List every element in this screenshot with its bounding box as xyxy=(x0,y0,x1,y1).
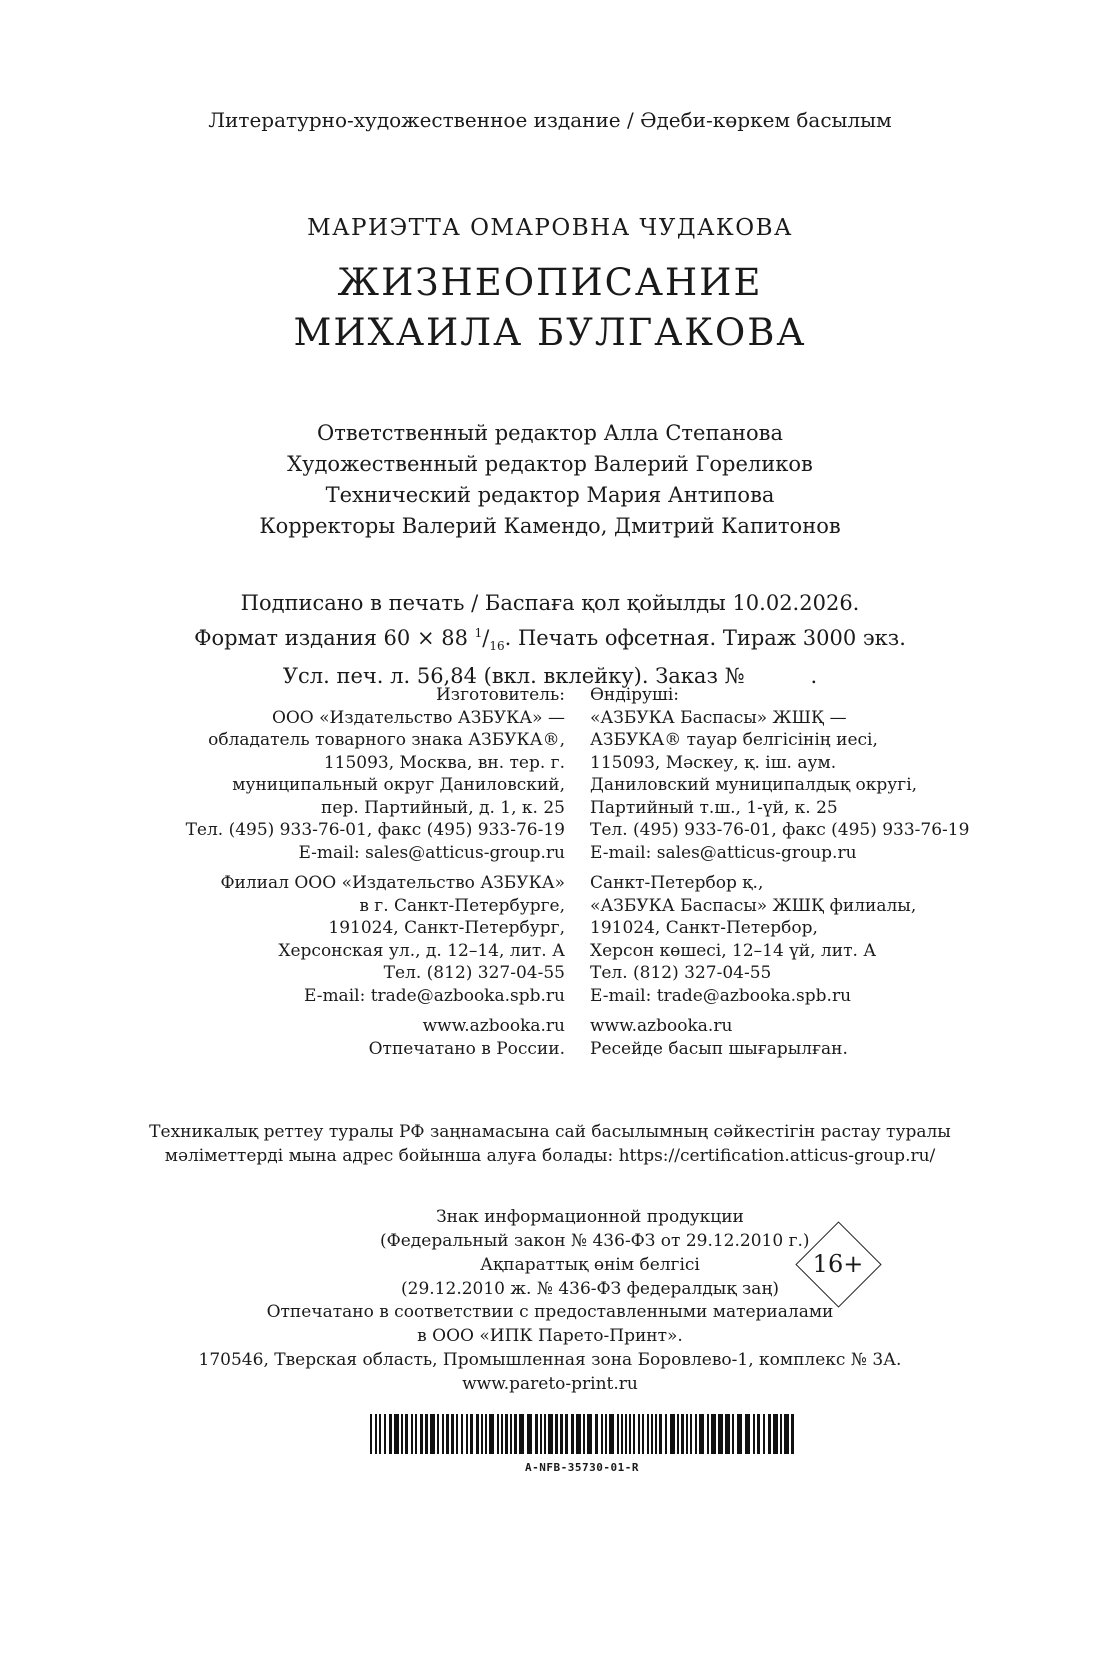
barcode-bar xyxy=(617,1414,619,1454)
format-text: Формат издания 60 × 88 xyxy=(194,626,475,650)
tech-regulation-line: Техникалық реттеу туралы РФ заңнамасына сай басылымның сәйкестігін растау туралы xyxy=(149,1122,951,1142)
info-product-sign xyxy=(380,1205,810,1301)
barcode-bar xyxy=(780,1414,782,1454)
manufacturer-ru-line: ООО «Издательство АЗБУКА» — xyxy=(271,707,565,728)
manufacturer-ru-line: Тел. (495) 933-76-01, факс (495) 933-76-19 xyxy=(185,820,565,840)
printer-line: 170546, Тверская область, Промышленная зона Боровлево-1, комплекс № 3А. xyxy=(198,1350,902,1370)
barcode-bar xyxy=(699,1414,704,1454)
manufacturer-kz-main xyxy=(590,684,969,864)
barcode-bar xyxy=(544,1414,546,1454)
barcode-bar xyxy=(501,1414,503,1454)
barcode-bar xyxy=(481,1414,483,1454)
manufacturer-ru-line: Изготовитель: xyxy=(435,685,565,705)
printer-info xyxy=(0,1300,1100,1396)
printer-line: в ООО «ИПК Парето-Принт». xyxy=(417,1326,683,1346)
title-line-1: ЖИЗНЕОПИСАНИЕ xyxy=(337,261,763,304)
branch-ru-line: Филиал ООО «Издательство АЗБУКА» xyxy=(220,873,565,893)
barcode-bar xyxy=(514,1414,517,1454)
info-sign-line: (Федеральный закон № 436-ФЗ от 29.12.2010 г.) xyxy=(380,1231,810,1251)
editor-technical: Технический редактор Мария Антипова xyxy=(325,483,775,507)
age-rating-label: 16+ xyxy=(812,1250,864,1278)
manufacturer-ru xyxy=(186,684,565,1068)
branch-ru-line: E-mail: trade@azbooka.spb.ru xyxy=(303,985,565,1006)
manufacturer-ru-line: обладатель товарного знака АЗБУКА®, xyxy=(208,730,565,750)
website-ru: www.azbooka.ru xyxy=(422,1016,565,1036)
barcode-bar xyxy=(415,1414,417,1454)
barcode-bar xyxy=(571,1414,574,1454)
genre-line: Литературно-художественное издание / Әдеби-көркем басылым xyxy=(208,108,892,132)
barcode-bar xyxy=(665,1414,667,1454)
barcode-bar xyxy=(379,1414,381,1454)
barcode-bar xyxy=(690,1414,692,1454)
barcode-bar xyxy=(560,1414,563,1454)
barcode-bar xyxy=(527,1414,532,1454)
manufacturer-ru-line: пер. Партийный, д. 1, к. 25 xyxy=(321,797,565,818)
barcode-bar xyxy=(401,1414,403,1454)
branch-ru-line: Херсонская ул., д. 12–14, лит. А xyxy=(278,940,565,961)
barcode-bar xyxy=(485,1414,487,1454)
barcode-bar xyxy=(437,1414,439,1454)
manufacturer-ru-line: муниципальный округ Даниловский, xyxy=(232,775,565,795)
manufacturer-kz-line: 115093, Мәскеу, қ. іш. аум. xyxy=(590,752,837,773)
branch-ru-line: 191024, Санкт-Петербург, xyxy=(328,918,565,938)
tech-regulation-line: мәліметтерді мына адрес бойынша алуға болады: https://certification.atticus-group.ru/ xyxy=(164,1146,936,1166)
footer-kz xyxy=(590,1015,969,1060)
barcode-bar xyxy=(470,1414,473,1454)
branch-ru xyxy=(186,872,565,1007)
manufacturer-kz-line: Тел. (495) 933-76-01, факс (495) 933-76-19 xyxy=(590,820,970,840)
manufacturer-kz-line: Даниловский муниципалдық округі, xyxy=(590,775,918,795)
barcode-bar xyxy=(466,1414,468,1454)
barcode-bar xyxy=(389,1414,392,1454)
barcode-bar xyxy=(745,1414,750,1454)
barcode-bar xyxy=(784,1414,789,1454)
manufacturer-ru-main xyxy=(186,684,565,864)
manufacturer-kz xyxy=(590,684,969,1068)
format-line: Формат издания 60 × 88 $^1/_{16}$. Печать офсетная. Тираж 3000 экз. xyxy=(194,626,906,654)
barcode-bar xyxy=(476,1414,479,1454)
branch-kz-line: Санкт-Петербор қ., xyxy=(590,873,764,893)
barcode-bar xyxy=(609,1414,614,1454)
footer-ru xyxy=(186,1015,565,1060)
order-end: . xyxy=(810,664,818,689)
barcode-bar xyxy=(405,1414,408,1454)
manufacturer-ru-line: E-mail: sales@atticus-group.ru xyxy=(298,842,565,863)
editor-art: Художественный редактор Валерий Гореликов xyxy=(287,452,813,476)
barcode-bar xyxy=(555,1414,558,1454)
barcode-bar xyxy=(655,1414,657,1454)
barcode-bar xyxy=(605,1414,607,1454)
barcode-bar xyxy=(583,1414,585,1454)
barcode-bar xyxy=(718,1414,723,1454)
barcode-bar xyxy=(773,1414,778,1454)
barcode-bar xyxy=(791,1414,794,1454)
barcode-graphic xyxy=(368,1414,796,1454)
proofreaders: Корректоры Валерий Камендо, Дмитрий Капитонов xyxy=(259,514,841,538)
website-kz: www.azbooka.ru xyxy=(590,1016,733,1036)
barcode-bar xyxy=(651,1414,653,1454)
branch-kz-line: E-mail: trade@azbooka.spb.ru xyxy=(590,985,852,1006)
branch-kz-line: Херсон көшесі, 12–14 үй, лит. А xyxy=(590,940,877,961)
barcode-bar xyxy=(442,1414,444,1454)
barcode-bar xyxy=(489,1414,494,1454)
barcode-bar xyxy=(510,1414,512,1454)
barcode-bar xyxy=(446,1414,449,1454)
barcode-bar xyxy=(587,1414,592,1454)
barcode-bar xyxy=(430,1414,435,1454)
barcode-bar xyxy=(711,1414,716,1454)
barcode-bar xyxy=(633,1414,635,1454)
barcode-bar xyxy=(375,1414,377,1454)
branch-kz-line: 191024, Санкт-Петербор, xyxy=(590,918,818,938)
signed-to-print: Подписано в печать / Баспаға қол қойылды 10.02.2026. xyxy=(240,591,860,615)
barcode-bar xyxy=(461,1414,463,1454)
branch-kz-line: «АЗБУКА Баспасы» ЖШҚ филиалы, xyxy=(590,895,917,916)
barcode-bar xyxy=(601,1414,603,1454)
barcode-bar xyxy=(753,1414,755,1454)
printer-line: Отпечатано в соответствии с предоставленными материалами xyxy=(266,1302,834,1322)
barcode-bar xyxy=(621,1414,623,1454)
age-rating-badge xyxy=(796,1222,880,1306)
manufacturer-kz-line: Партийный т.ш., 1-үй, к. 25 xyxy=(590,797,838,818)
barcode-bar xyxy=(725,1414,730,1454)
printed-in-russia: Отпечатано в России. xyxy=(368,1038,565,1059)
barcode-bar xyxy=(737,1414,742,1454)
editors-block xyxy=(0,418,1100,542)
barcode-bar xyxy=(394,1414,399,1454)
printed-in-russia-kz: Ресейде басып шығарылған. xyxy=(590,1038,848,1059)
branch-kz-line: Тел. (812) 327-04-55 xyxy=(590,963,772,983)
barcode-bar xyxy=(629,1414,631,1454)
barcode-bar xyxy=(420,1414,423,1454)
barcode-bar xyxy=(757,1414,760,1454)
barcode-bar xyxy=(576,1414,581,1454)
format-print-run: . Печать офсетная. Тираж 3000 экз. xyxy=(504,626,906,650)
barcode-bar xyxy=(505,1414,508,1454)
barcode-bar xyxy=(625,1414,627,1454)
barcode-bar xyxy=(659,1414,662,1454)
barcode-bar xyxy=(548,1414,553,1454)
barcode-code: A-NFB-35730-01-R xyxy=(525,1461,639,1474)
barcode-bar xyxy=(565,1414,568,1454)
info-sign-line: Ақпараттық өнім белгісі xyxy=(480,1255,700,1275)
barcode-bar xyxy=(425,1414,428,1454)
manufacturer-kz-line: E-mail: sales@atticus-group.ru xyxy=(590,842,857,863)
barcode-bar xyxy=(686,1414,688,1454)
barcode-bar xyxy=(595,1414,598,1454)
branch-ru-line: в г. Санкт-Петербурге, xyxy=(359,895,565,916)
barcode-bar xyxy=(681,1414,684,1454)
book-title xyxy=(0,258,1100,358)
branch-ru-line: Тел. (812) 327-04-55 xyxy=(383,963,565,983)
editor-responsible: Ответственный редактор Алла Степанова xyxy=(317,421,783,445)
branch-kz xyxy=(590,872,969,1007)
barcode-bar xyxy=(384,1414,386,1454)
manufacturer-kz-line: Өндіруші: xyxy=(590,685,680,705)
barcode-bar xyxy=(695,1414,697,1454)
barcode-bar xyxy=(456,1414,458,1454)
barcode-bar xyxy=(642,1414,644,1454)
barcode-bar xyxy=(647,1414,649,1454)
barcode-bar xyxy=(535,1414,538,1454)
order-text: Усл. печ. л. 56,84 (вкл. вклейку). Заказ № xyxy=(282,664,745,689)
barcode-bar xyxy=(732,1414,734,1454)
barcode-bar xyxy=(638,1414,640,1454)
barcode-bar xyxy=(370,1414,372,1454)
manufacturer-kz-line: АЗБУКА® тауар белгісінің иесі, xyxy=(590,730,878,750)
fraction-numerator: 1 xyxy=(474,626,483,640)
info-sign-line: (29.12.2010 ж. № 436-ФЗ федералдық заң) xyxy=(401,1279,779,1299)
barcode-bar xyxy=(540,1414,542,1454)
barcode-bar xyxy=(451,1414,454,1454)
barcode-bar xyxy=(677,1414,679,1454)
printer-line: www.pareto-print.ru xyxy=(462,1374,638,1394)
barcode-bar xyxy=(768,1414,771,1454)
author-name: МАРИЭТТА ОМАРОВНА ЧУДАКОВА xyxy=(307,215,793,241)
barcode-bar xyxy=(670,1414,675,1454)
info-sign-line: Знак информационной продукции xyxy=(436,1207,744,1227)
barcode-bar xyxy=(411,1414,413,1454)
barcode-bar xyxy=(497,1414,499,1454)
barcode-bar xyxy=(707,1414,709,1454)
barcode-bar xyxy=(519,1414,524,1454)
manufacturer-kz-line: «АЗБУКА Баспасы» ЖШҚ — xyxy=(590,707,847,728)
barcode-bar xyxy=(763,1414,765,1454)
manufacturer-ru-line: 115093, Москва, вн. тер. г. xyxy=(323,752,565,773)
print-info-block xyxy=(0,588,1100,691)
fraction-denominator: 16 xyxy=(489,639,505,654)
title-line-2: МИХАИЛА БУЛГАКОВА xyxy=(293,311,807,354)
tech-regulation xyxy=(0,1120,1100,1168)
